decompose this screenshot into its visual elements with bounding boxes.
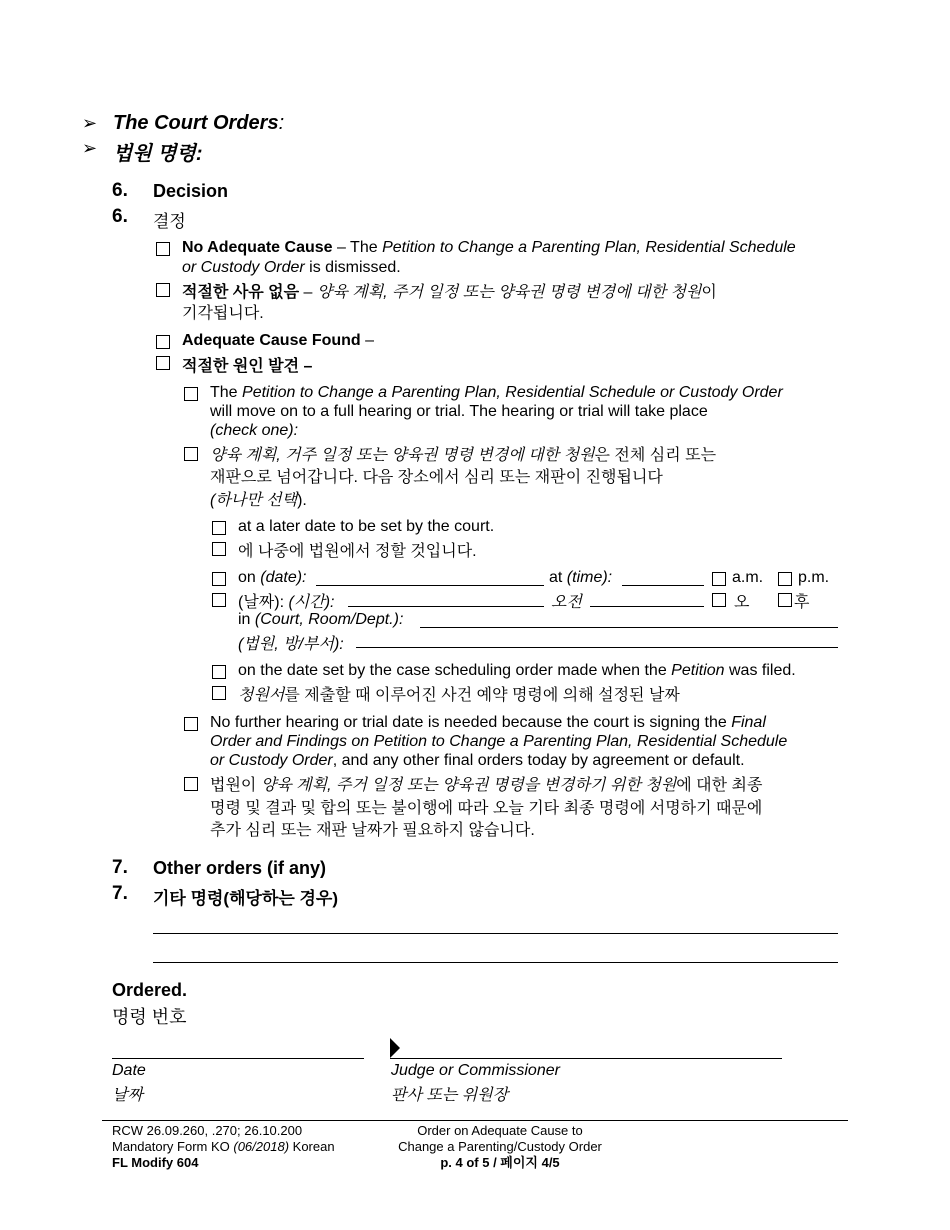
date-signature-label: Date <box>112 1062 146 1079</box>
section-7-title-ko: 기타 명령(해당하는 경우) <box>153 889 338 908</box>
time-label-ko: (시간): <box>288 594 335 611</box>
no-adequate-cause-label: No Adequate Cause <box>182 239 333 256</box>
footer-page-number: p. 4 of 5 / 페이지 4/5 <box>440 1155 560 1170</box>
later-date-checkbox-ko[interactable] <box>212 542 226 556</box>
later-date-checkbox[interactable] <box>212 521 226 535</box>
no-adequate-dash-ko: – <box>299 284 317 301</box>
full-hearing-text-2: will move on to a full hearing or trial. The hearing or trial will take place <box>210 403 708 420</box>
no-further-text-ko-2: 명령 및 결과 및 합의 또는 불이행에 따라 오늘 기타 최종 명령에 서명하기 때문에 <box>210 800 763 817</box>
section-7-number: 7. <box>112 857 128 878</box>
on-label: on <box>238 569 261 586</box>
on-date-checkbox-ko[interactable] <box>212 593 226 607</box>
pm-label-ko: 후 <box>794 594 810 611</box>
full-hearing-petition-title-ko: 양육 계획, 거주 일정 또는 양육권 명령 변경에 대한 청원 <box>210 447 595 464</box>
full-hearing-petition-title: Petition to Change a Parenting Plan, Residential Schedule or Custody Order <box>242 384 783 401</box>
court-field-ko[interactable] <box>356 647 838 648</box>
court-orders-title: The Court Orders <box>113 112 279 134</box>
check-one-text-ko <box>210 487 307 510</box>
court-field[interactable] <box>420 627 838 628</box>
pm-label: p.m. <box>798 569 830 586</box>
full-hearing-pre: The <box>210 384 243 401</box>
pm-checkbox-ko[interactable] <box>778 593 792 607</box>
footer-mandatory-date: (06/2018) <box>233 1139 290 1154</box>
other-orders-line-1[interactable] <box>153 933 838 934</box>
date-label-ko: (날짜): <box>238 594 289 611</box>
scheduling-order-text-ko <box>238 682 680 705</box>
petition-title-2: or Custody Order <box>182 259 305 276</box>
no-further-ko-pre: 법원이 <box>210 777 261 794</box>
court-label-ko: (법원, 방/부서): <box>238 636 344 653</box>
petition-suffix-ko: 이 <box>701 284 717 301</box>
ordered-label-ko: 명령 번호 <box>112 1007 187 1027</box>
court-label <box>238 611 403 629</box>
signature-marker-icon <box>390 1038 400 1058</box>
on-date-label-ko <box>238 589 334 612</box>
section-7-title: Other orders (if any) <box>153 858 327 878</box>
scheduling-petition-ko: 청원서 <box>238 687 285 704</box>
no-further-rest: , and any other final orders today by agreement or default. <box>332 752 745 769</box>
bullet-arrow-icon: ➢ <box>82 113 98 133</box>
adequate-cause-label-ko: 적절한 원인 발견 – <box>182 358 313 375</box>
date-field-ko[interactable] <box>348 606 544 607</box>
am-label-ko: 오 <box>734 594 750 611</box>
no-adequate-cause-text-ko <box>182 279 717 302</box>
footer-form-id: FL Modify 604 <box>112 1155 199 1170</box>
section-7-number-ko: 7. <box>112 883 128 904</box>
scheduling-order-text <box>238 662 796 680</box>
no-further-ko-rest: 에 대한 최종 <box>676 777 763 794</box>
court-room-label: (Court, Room/Dept.): <box>254 611 404 628</box>
judge-signature-label-ko: 판사 또는 위원장 <box>391 1087 509 1104</box>
no-further-text-2: Order and Findings on Petition to Change a Parenting Plan, Residential Schedule <box>210 733 788 750</box>
later-date-text: at a later date to be set by the court. <box>238 518 495 535</box>
adequate-cause-checkbox[interactable] <box>156 335 170 349</box>
ordered-label: Ordered. <box>112 980 188 1000</box>
footer-mandatory-pre: Mandatory Form KO <box>112 1139 234 1154</box>
later-date-text-ko: 에 나중에 법원에서 정할 것입니다. <box>238 543 477 560</box>
no-further-text-ko-3: 추가 심리 또는 재판 날짜가 필요하지 않습니다. <box>210 822 535 839</box>
check-one-text: (check one): <box>210 422 299 439</box>
dismissed-text: is dismissed. <box>304 259 401 276</box>
judge-signature-line[interactable] <box>390 1058 782 1059</box>
full-hearing-text-2-ko: 재판으로 넘어갑니다. 다음 장소에서 심리 또는 재판이 진행됩니다 <box>210 469 663 486</box>
at-label: at <box>549 569 567 586</box>
scheduling-pre: on the date set by the case scheduling order made when the <box>238 662 672 679</box>
date-label: (date): <box>260 569 307 586</box>
scheduling-petition: Petition <box>671 662 725 679</box>
am-label: a.m. <box>732 569 764 586</box>
am-checkbox[interactable] <box>712 572 726 586</box>
no-further-final: Final <box>731 714 766 731</box>
footer-mandatory-post: Korean <box>289 1139 335 1154</box>
date-field[interactable] <box>316 585 544 586</box>
check-one-ko: (하나만 선택 <box>210 492 298 509</box>
full-hearing-text-ko <box>210 442 716 465</box>
adequate-cause-checkbox-ko[interactable] <box>156 356 170 370</box>
scheduling-order-checkbox[interactable] <box>212 665 226 679</box>
court-orders-heading-ko: 법원 명령: <box>113 143 203 165</box>
footer-rcw: RCW 26.09.260, .270; 26.10.200 <box>112 1123 303 1138</box>
no-further-text-ko-1 <box>210 772 762 795</box>
judge-signature-label: Judge or Commissioner <box>391 1062 560 1079</box>
time-field-ko[interactable] <box>590 606 704 607</box>
check-one-ko-end: ). <box>297 492 307 509</box>
no-adequate-dash: – The <box>332 239 383 256</box>
adequate-cause-label: Adequate Cause Found <box>182 332 361 349</box>
petition-title: Petition to Change a Parenting Plan, Residential Schedule <box>382 239 796 256</box>
full-hearing-checkbox-ko[interactable] <box>184 447 198 461</box>
adequate-cause-dash: – <box>360 332 375 349</box>
no-adequate-cause-text <box>182 239 796 257</box>
no-adequate-cause-label-ko: 적절한 사유 없음 <box>182 284 300 301</box>
full-hearing-checkbox[interactable] <box>184 387 198 401</box>
date-signature-label-ko: 날짜 <box>112 1087 143 1104</box>
adequate-cause-text <box>182 332 374 350</box>
footer-title-2: Change a Parenting/Custody Order <box>398 1139 602 1154</box>
section-6-number: 6. <box>112 180 128 201</box>
date-signature-line[interactable] <box>112 1058 364 1059</box>
section-6-title: Decision <box>153 181 229 201</box>
footer-mandatory <box>112 1139 335 1155</box>
am-label-ko-inline: 오전 <box>551 594 582 611</box>
no-further-hearing-checkbox[interactable] <box>184 717 198 731</box>
time-label-text: (time): <box>566 569 613 586</box>
scheduling-order-checkbox-ko[interactable] <box>212 686 226 700</box>
time-field[interactable] <box>622 585 704 586</box>
time-label <box>549 569 612 587</box>
no-adequate-cause-text-2 <box>182 259 401 277</box>
section-6-title-ko: 결정 <box>153 212 186 231</box>
full-hearing-text <box>210 384 783 402</box>
no-adequate-cause-checkbox[interactable] <box>156 242 170 256</box>
no-adequate-cause-checkbox-ko[interactable] <box>156 283 170 297</box>
dismissed-text-ko: 기각됩니다. <box>182 305 264 322</box>
court-orders-heading <box>113 112 284 135</box>
other-orders-line-2[interactable] <box>153 962 838 963</box>
section-6-number-ko: 6. <box>112 206 128 227</box>
no-further-text-1 <box>210 714 766 732</box>
petition-title-ko: 양육 계획, 주거 일정 또는 양육권 명령 변경에 대한 청원 <box>316 284 702 301</box>
on-date-checkbox[interactable] <box>212 572 226 586</box>
no-further-hearing-checkbox-ko[interactable] <box>184 777 198 791</box>
on-date-label <box>238 569 307 587</box>
no-further-ko-italic: 양육 계획, 주거 일정 또는 양육권 명령을 변경하기 위한 청원 <box>260 777 677 794</box>
no-further-text-3 <box>210 752 745 770</box>
no-further-custody: or Custody Order <box>210 752 333 769</box>
full-hearing-suffix-ko: 은 전체 심리 또는 <box>594 447 717 464</box>
court-orders-colon: : <box>278 112 285 134</box>
scheduling-post: was filed. <box>724 662 796 679</box>
in-label: in <box>238 611 255 628</box>
am-checkbox-ko[interactable] <box>712 593 726 607</box>
scheduling-rest-ko: 를 제출할 때 이루어진 사건 예약 명령에 의해 설정된 날짜 <box>284 687 680 704</box>
no-further-pre: No further hearing or trial date is needed because the court is signing the <box>210 714 732 731</box>
footer-title-1: Order on Adequate Cause to <box>417 1123 583 1138</box>
bullet-arrow-icon: ➢ <box>82 138 98 158</box>
footer-divider <box>102 1120 848 1121</box>
pm-checkbox[interactable] <box>778 572 792 586</box>
